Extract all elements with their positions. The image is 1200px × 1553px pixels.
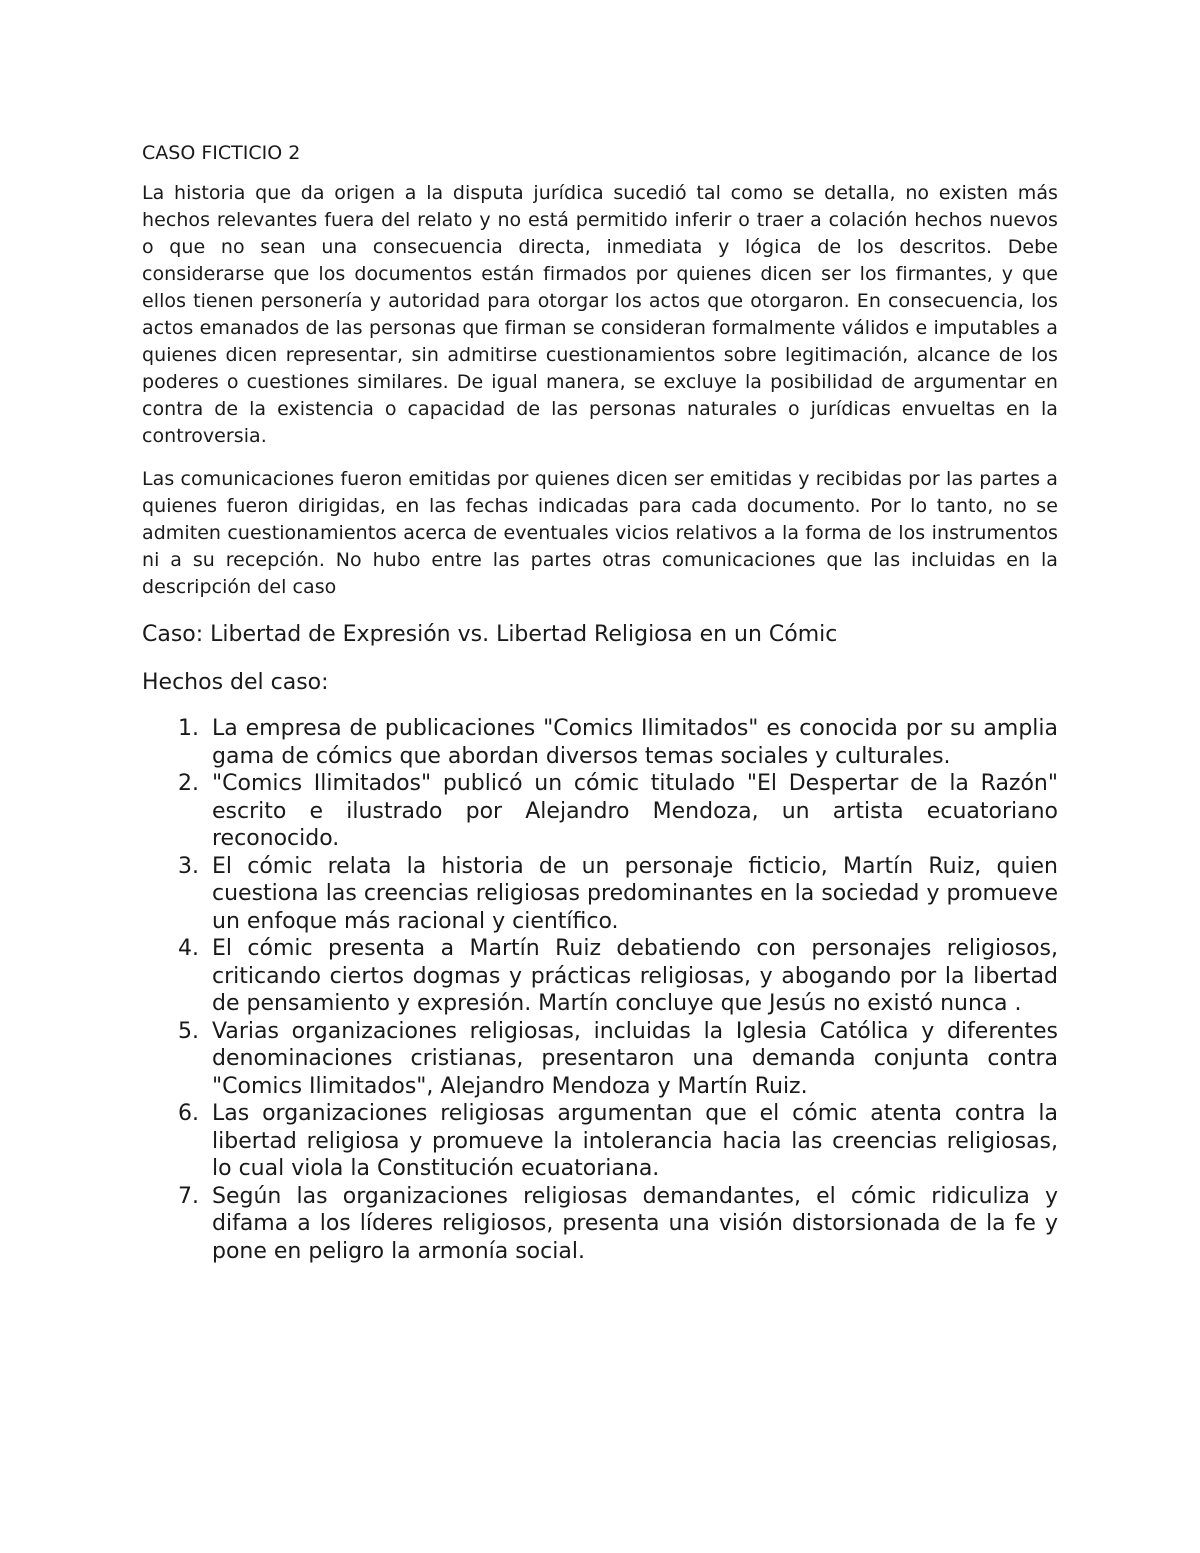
document-title: CASO FICTICIO 2 — [142, 142, 301, 164]
intro-paragraph-2: Las comunicaciones fueron emitidas por quienes dicen ser emitidas y recibidas por las partes a quienes fueron dirigidas, en las fechas indicadas para cada documento. Por lo tanto, no se admiten cuestionamientos acerca de eventuales vicios relativos a la forma de los instrumentos ni a su recepción. No hubo entre las partes otras comunicaciones que las incluidas en la descripción del caso — [142, 468, 1058, 598]
list-item-number: 4. — [178, 936, 199, 961]
facts-heading: Hechos del caso: — [142, 670, 329, 695]
intro-paragraph-1: La historia que da origen a la disputa jurídica sucedió tal como se detalla, no existen más hechos relevantes fuera del relato y no está permitido inferir o traer a colación hechos nuevos o que no sean una consecuencia directa, inmediata y lógica de los descritos. Debe considerarse que los documentos están firmados por quienes dicen ser los firmantes, y que ellos tienen personería y autoridad para otorgar los actos que otorgaron. En consecuencia, los actos emanados de las personas que firman se consideran formalmente válidos e imputables a quienes dicen representar, sin admitirse cuestionamientos sobre legitimación, alcance de los poderes o cuestiones similares. De igual manera, se excluye la posibilidad de argumentar en contra de la existencia o capacidad de las personas naturales o jurídicas envueltas en la controversia. — [142, 182, 1058, 447]
list-item — [142, 1100, 1058, 1183]
list-item-number: 2. — [178, 771, 199, 796]
list-item — [142, 853, 1058, 936]
list-item — [142, 715, 1058, 770]
list-item-text: El cómic presenta a Martín Ruiz debatiendo con personajes religiosos, criticando ciertos dogmas y prácticas religiosas, y abogando por la libertad de pensamiento y expresión. Martín concluye que Jesús no existó nunca . — [212, 936, 1058, 1016]
list-item — [142, 1018, 1058, 1101]
list-item-number: 3. — [178, 853, 199, 879]
list-item-text: Varias organizaciones religiosas, incluidas la Iglesia Católica y diferentes denominaciones cristianas, presentaron una demanda conjunta contra "Comics Ilimitados", Alejandro Mendoza y Martín Ruiz. — [212, 1018, 1058, 1099]
list-item-number: 6. — [178, 1101, 199, 1126]
list-item-text: El cómic relata la historia de un personaje ficticio, Martín Ruiz, quien cuestiona las creencias religiosas predominantes en la sociedad y promueve un enfoque más racional y científico. — [212, 853, 1058, 934]
facts-list — [142, 715, 1058, 1265]
list-item — [142, 770, 1058, 853]
list-item-number: 5. — [178, 1018, 199, 1044]
list-item — [142, 935, 1058, 1018]
list-item-number: 7. — [178, 1183, 199, 1209]
document-page — [142, 140, 1058, 1265]
list-item — [142, 1183, 1058, 1266]
list-item-text: Según las organizaciones religiosas demandantes, el cómic ridiculiza y difama a los líderes religiosos, presenta una visión distorsionada de la fe y pone en peligro la armonía social. — [212, 1183, 1058, 1264]
list-item-text: Las organizaciones religiosas argumentan que el cómic atenta contra la libertad religiosa y promueve la intolerancia hacia las creencias religiosas, lo cual viola la Constitución ecuatoriana. — [212, 1101, 1058, 1181]
case-heading: Caso: Libertad de Expresión vs. Libertad Religiosa en un Cómic — [142, 622, 838, 647]
list-item-text: "Comics Ilimitados" publicó un cómic titulado "El Despertar de la Razón" escrito e ilustrado por Alejandro Mendoza, un artista ecuatoriano reconocido. — [212, 771, 1058, 851]
list-item-number: 1. — [178, 716, 199, 741]
list-item-text: La empresa de publicaciones "Comics Ilimitados" es conocida por su amplia gama de cómics que abordan diversos temas sociales y culturales. — [212, 716, 1058, 769]
